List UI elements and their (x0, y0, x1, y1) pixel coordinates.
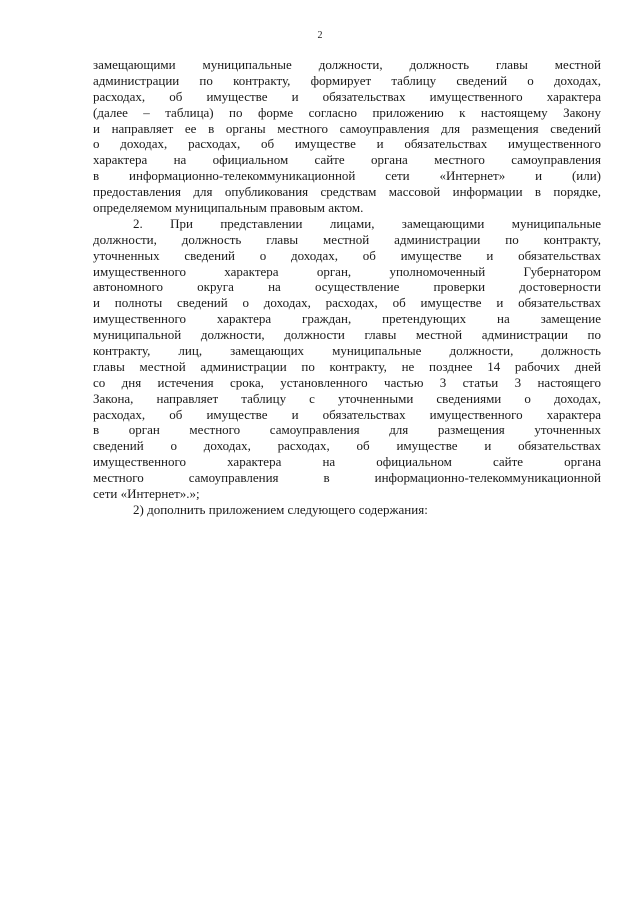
text-line: администрации по контракту, формирует таблицу сведений о доходах, (93, 72, 601, 88)
text-line: определяемом муниципальным правовым актом. (93, 200, 364, 216)
text-line: характера на официальном сайте органа местного самоуправления (93, 152, 601, 168)
text-line: о доходах, расходах, об имуществе и обязательствах имущественного (93, 136, 601, 152)
text-line: со дня истечения срока, установленного частью 3 статьи 3 настоящего (93, 374, 601, 390)
text-line: сведений о доходах, расходах, об имуществе и обязательствах (93, 438, 601, 454)
text-line: 2. При представлении лицами, замещающими муниципальные (133, 215, 601, 231)
text-line: сети «Интернет».»; (93, 486, 200, 502)
text-line: местного самоуправления в информационно-телекоммуникационной (93, 470, 601, 486)
document-body (93, 57, 601, 518)
text-line: расходах, об имуществе и обязательствах имущественного характера (93, 88, 601, 104)
text-line: муниципальной должности, должности главы местной администрации по (93, 327, 601, 343)
text-line: уточненных сведений о доходах, об имуществе и обязательствах (93, 247, 601, 263)
text-line: предоставления для опубликования средствам массовой информации в порядке, (93, 184, 601, 200)
text-line: (далее – таблица) по форме согласно приложению к настоящему Закону (93, 104, 601, 120)
text-line: в орган местного самоуправления для размещения уточненных (93, 422, 601, 438)
page-number: 2 (317, 30, 323, 41)
text-line: и направляет ее в органы местного самоуправления для размещения сведений (93, 120, 601, 136)
text-line: имущественного характера граждан, претендующих на замещение (93, 311, 601, 327)
text-line: Закона, направляет таблицу с уточненными сведениями о доходах, (93, 390, 601, 406)
text-line: и полноты сведений о доходах, расходах, об имуществе и обязательствах (93, 295, 601, 311)
text-line: должности, должность главы местной администрации по контракту, (93, 231, 601, 247)
text-line: контракту, лиц, замещающих муниципальные должности, должность (93, 343, 601, 359)
text-line: главы местной администрации по контракту, не позднее 14 рабочих дней (93, 358, 601, 374)
text-line: автономного округа на осуществление проверки достоверности (93, 279, 601, 295)
text-line: имущественного характера орган, уполномоченный Губернатором (93, 263, 601, 279)
text-line: 2) дополнить приложением следующего содержания: (133, 501, 428, 517)
text-line: замещающими муниципальные должности, должность главы местной (93, 57, 601, 72)
text-line: в информационно-телекоммуникационной сети «Интернет» и (или) (93, 168, 601, 184)
text-line: расходах, об имуществе и обязательствах имущественного характера (93, 406, 601, 422)
text-line: имущественного характера на официальном сайте органа (93, 454, 601, 470)
